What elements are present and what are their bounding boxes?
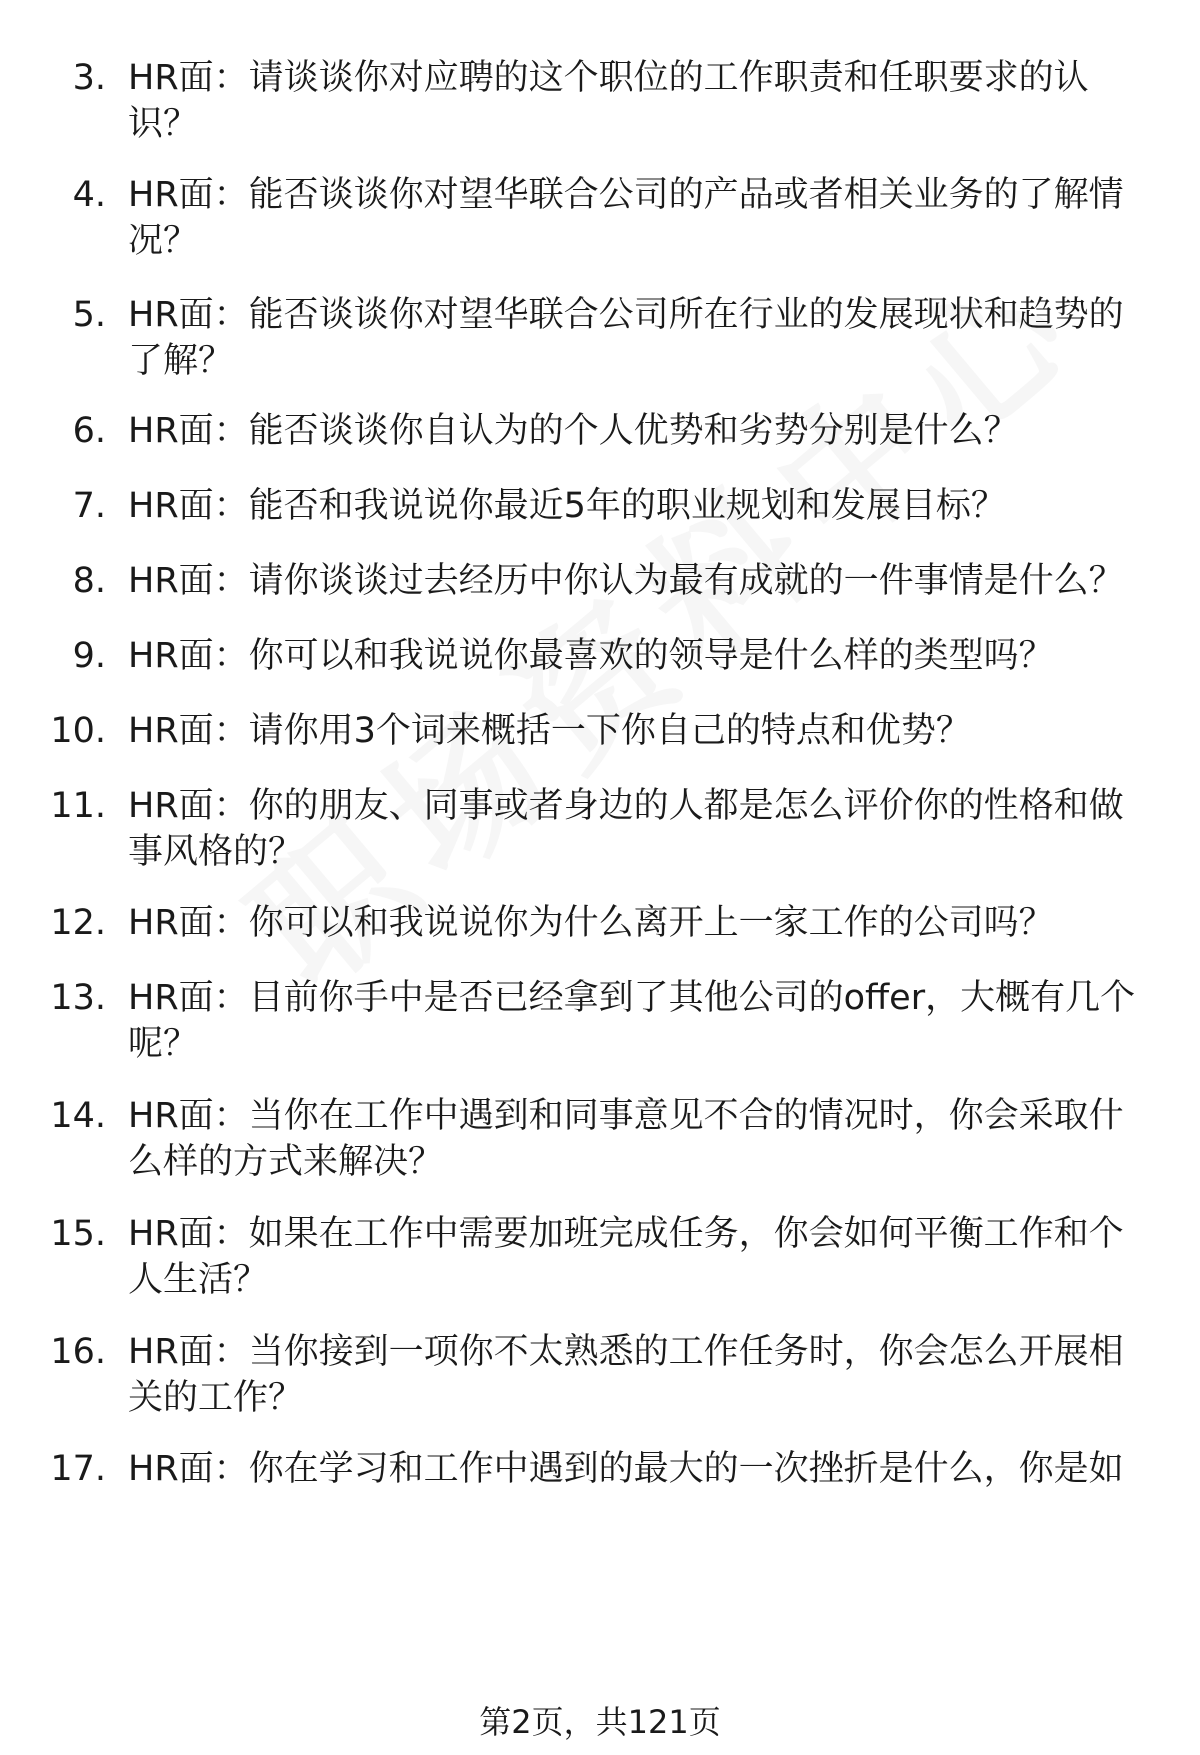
question-text: HR面：能否谈谈你对望华联合公司所在行业的发展现状和趋势的了解？ — [128, 295, 1124, 381]
question-text: HR面：你可以和我说说你为什么离开上一家工作的公司吗？ — [128, 903, 1054, 943]
question-number: 11. — [50, 786, 106, 826]
question-number: 7. — [72, 486, 106, 526]
page-footer: 第2页，共121页 — [479, 1703, 721, 1741]
question-text: HR面：请谈谈你对应聘的这个职位的工作职责和任职要求的认识？ — [128, 58, 1089, 144]
question-number: 14. — [50, 1096, 106, 1136]
question-text: HR面：能否谈谈你对望华联合公司的产品或者相关业务的了解情况？ — [128, 175, 1124, 261]
question-number: 12. — [50, 903, 106, 943]
question-number: 10. — [50, 711, 106, 751]
question-text: HR面：请你用3个词来概括一下你自己的特点和优势？ — [128, 711, 971, 751]
question-number: 8. — [72, 561, 106, 601]
question-text: HR面：当你接到一项你不太熟悉的工作任务时，你会怎么开展相关的工作？ — [128, 1332, 1124, 1418]
question-number: 17. — [50, 1449, 106, 1489]
question-number: 9. — [72, 636, 106, 676]
question-number: 6. — [72, 411, 106, 451]
question-number: 16. — [50, 1332, 106, 1372]
question-text: HR面：你在学习和工作中遇到的最大的一次挫折是什么，你是如 — [128, 1449, 1124, 1489]
question-text: HR面：你的朋友、同事或者身边的人都是怎么评价你的性格和做事风格的？ — [128, 786, 1124, 872]
question-text: HR面：目前你手中是否已经拿到了其他公司的offer，大概有几个呢？ — [128, 978, 1136, 1064]
question-text: HR面：当你在工作中遇到和同事意见不合的情况时，你会采取什么样的方式来解决？ — [128, 1096, 1124, 1182]
question-number: 3. — [72, 58, 106, 98]
question-text: HR面：能否和我说说你最近5年的职业规划和发展目标？ — [128, 486, 1006, 526]
question-text: HR面：能否谈谈你自认为的个人优势和劣势分别是什么？ — [128, 411, 1019, 451]
question-text: HR面：你可以和我说说你最喜欢的领导是什么样的类型吗？ — [128, 636, 1054, 676]
question-number: 4. — [72, 175, 106, 215]
question-number: 5. — [72, 295, 106, 335]
question-text: HR面：如果在工作中需要加班完成任务，你会如何平衡工作和个人生活？ — [128, 1214, 1124, 1300]
question-number: 15. — [50, 1214, 106, 1254]
question-number: 13. — [50, 978, 106, 1018]
question-text: HR面：请你谈谈过去经历中你认为最有成就的一件事情是什么？ — [128, 561, 1124, 601]
